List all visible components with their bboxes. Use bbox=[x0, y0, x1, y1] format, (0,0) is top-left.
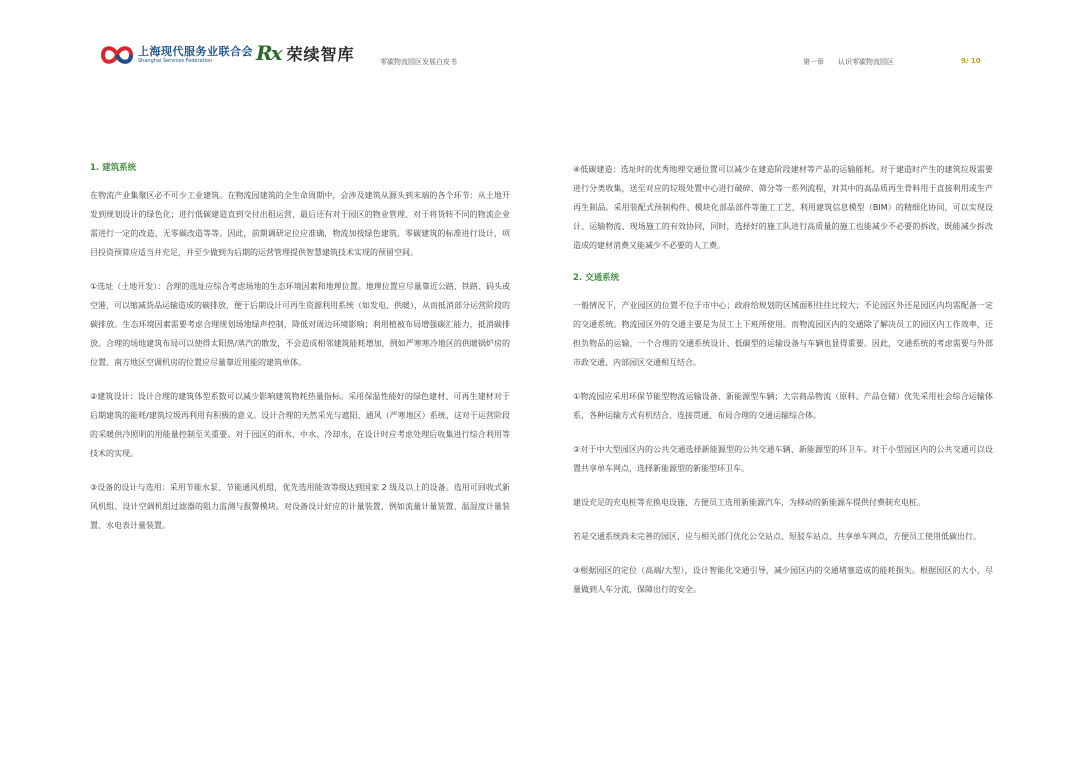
ssf-logo-name: 上海现代服务业联合会 bbox=[138, 44, 253, 58]
rongxu-logo-mark: Rx bbox=[256, 41, 281, 65]
ssf-logo-mark-icon bbox=[100, 42, 134, 68]
paragraph: ①选址（土地开发）：合理的选址应综合考虑场地的生态环境因素和地理位置。地理位置应尽量靠近公路、铁路、码头或空港，可以缩减货品运输造成的碳排放，便于后期设计可再生资源利用系统（如发电、供暖），从而抵消部分运营阶段的碳排放。生态环境因素需要考虑合理规划场地绿声控制，降低对周边环境影响；利用植被布局增强碳汇能力，抵消碳排放。合理的场地建筑布局可以使得太阳热/蒸汽的散发，不会造成相邻建筑能耗增加，例如严寒寒冷地区的供暖锅炉房的位置、南方地区空调机房的位置应尽量靠近用能的建筑单体。 bbox=[90, 282, 510, 367]
paragraph: 若是交通系统尚未完善的园区，应与相关部门优化公交站点、短驳车站点、共享单车网点，方便员工使用低碳出行。 bbox=[573, 532, 981, 541]
paragraph: 一般情况下，产业园区的位置不位于市中心；政府给规划的区域面积往往比较大；不论园区外还是园区内均需配备一定的交通系统。物流园区外的交通主要是为员工上下班所使用。而物流园区内的交通除了解决员工的园区内工作效率，还担负物品的运输，一个合理的交通系统设计、低碳型的运输设备与车辆也显得重要。因此，交通系统的考虑需要与外部市政交通、内部园区交通相互结合。 bbox=[573, 301, 993, 367]
rongxu-logo-name: 荣续智库 bbox=[286, 44, 355, 64]
section-heading-transport: 2. 交通系统 bbox=[573, 273, 620, 283]
paragraph: 在物流产业集聚区必不可少工业建筑。在物流园建筑的全生命周期中，会涉及建筑从源头到末端的各个环节：从土地开发到规划设计的绿色化；进行低碳建造直到交付出租运营，最后还有对于园区的物业管理、对于将货转不同的物流企业需进行一定的改造、无零碳改造等等。因此，前期调研定位应准确，物流加按绿色建筑、零碳建筑的标准进行设计，项目投资预算应适当并充足，并至少做到为后期的运营管理提供智慧建筑技术实现的预留空间。 bbox=[90, 191, 510, 257]
chapter-title: 认识零碳物流园区 bbox=[838, 58, 894, 66]
paragraph: ②对于中大型园区内的公共交通选择新能源型的公共交通车辆、新能源型的环卫车。对于小型园区内的公共交通可以设置共享单车网点，选择新能源型的新能型环卫车。 bbox=[573, 445, 993, 473]
ssf-logo bbox=[100, 40, 253, 70]
page-number: 9/ 10 bbox=[961, 57, 981, 65]
paragraph: ③根据园区的定位（高端/大型），设计智能化交通引导，减少园区内的交通堵塞造成的能耗损失。根据园区的大小，尽量做到人车分流，保障出行的安全。 bbox=[573, 566, 993, 594]
paragraph: ③设备的设计与选用：采用节能水泵、节能通风机组，优先选用能效等级达到国家 2 级及以上的设备。选用可回收式新风机组、设计空调机组过滤器的阻力监测与报警模块。对设备设计好应的计量装置，例如流量计量装置、温湿度计量装置、水电表计量装置。 bbox=[90, 483, 510, 530]
paragraph: ④低碳建造：选址时的优秀地理交通位置可以减少在建造阶段建材等产品的运输能耗。对于建造时产生的建筑垃圾需要进行分类收集，送至对应的垃圾处置中心进行破碎、筛分等一系列流程，对其中的高品质再生骨料用于直接利用或生产再生制品。采用装配式预制构件、模块化部品部件等施工工艺，利用建筑信息模型（BIM）的精细化协同，可以实现设计、运输物流、现场施工的有效协同，同时，选择好的施工队进行高质量的施工也能减少不必要的拆改，既能减少拆改造成的建材消费又能减少不必要的人工费。 bbox=[573, 165, 993, 250]
page-header bbox=[0, 0, 1080, 80]
rongxu-logo bbox=[256, 38, 355, 68]
right-column bbox=[573, 160, 993, 614]
left-column bbox=[90, 160, 510, 550]
section-heading-building: 1. 建筑系统 bbox=[90, 163, 137, 173]
paragraph: 建设充足的充电桩等充换电设施，方便员工选用新能源汽车，为移动的新能源车提供付费制充电桩。 bbox=[573, 498, 925, 507]
paragraph: ②建筑设计：设计合理的建筑体型系数可以减少影响建筑物耗热量指标。采用保温性能好的绿色建材、可再生建材对于后期建筑的能耗/建筑垃圾再利用有积极的意义。设计合理的天然采光与遮阳、通风（严寒地区）系统，这对于运营阶段的采暖供冷照明的用能量控制至关重要。对于园区的雨水、中水、冷却水，在设计时应考虑处理后收集进行综合利用等技术的实现。 bbox=[90, 392, 510, 458]
chapter-label bbox=[803, 57, 894, 67]
document-title: 零碳物流园区发展白皮书 bbox=[380, 58, 457, 66]
chapter-number: 第一章 bbox=[803, 58, 824, 66]
paragraph: ①物流园应采用环保节能型物流运输设备、新能源型车辆；大宗商品物流（原料、产品仓储）优先采用社会综合运输体系，各种运输方式有机结合、连接贯通、布局合理的交通运输综合体。 bbox=[573, 392, 993, 420]
ssf-logo-english: Shanghai Services Federation bbox=[138, 57, 213, 64]
